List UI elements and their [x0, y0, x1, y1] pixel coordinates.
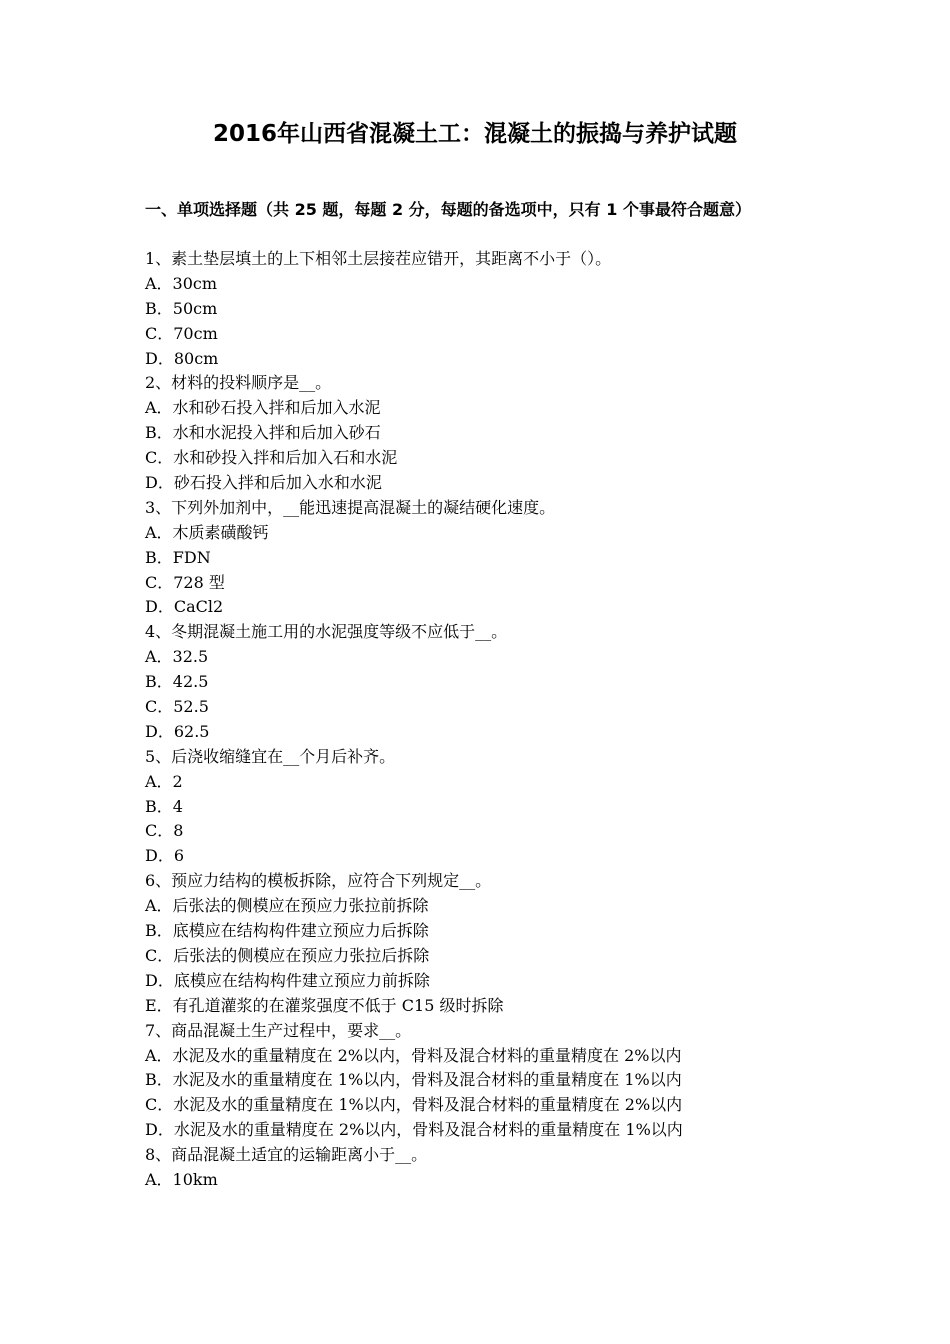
question-item: [145, 620, 825, 744]
question-item: [145, 745, 825, 869]
question-item: [145, 496, 825, 620]
answer-option: D．水泥及水的重量精度在 2%以内，骨料及混合材料的重量精度在 1%以内: [145, 1120, 683, 1140]
question-item: [145, 1143, 825, 1193]
question-list: [145, 247, 825, 1193]
answer-option: D．62.5: [145, 721, 210, 741]
answer-option: D．底模应在结构构件建立预应力前拆除: [145, 970, 430, 990]
answer-option: D．CaCl2: [145, 597, 224, 617]
answer-option: C．水泥及水的重量精度在 1%以内，骨料及混合材料的重量精度在 2%以内: [145, 1095, 683, 1115]
document-title: 2016年山西省混凝土工：混凝土的振捣与养护试题: [212, 121, 737, 147]
answer-option: B．水和水泥投入拌和后加入砂石: [145, 423, 381, 443]
answer-option: D．砂石投入拌和后加入水和水泥: [145, 473, 382, 493]
answer-option: A．30cm: [145, 273, 218, 293]
answer-option: A．水和砂石投入拌和后加入水泥: [145, 398, 381, 418]
question-stem: 4、冬期混凝土施工用的水泥强度等级不应低于__。: [145, 622, 508, 642]
answer-option: C．后张法的侧模应在预应力张拉后拆除: [145, 945, 430, 965]
question-item: [145, 869, 825, 1018]
answer-option: E．有孔道灌浆的在灌浆强度不低于 C15 级时拆除: [145, 995, 504, 1015]
answer-option: D．6: [145, 846, 185, 866]
answer-option: A．后张法的侧模应在预应力张拉前拆除: [145, 896, 429, 916]
question-item: [145, 371, 825, 495]
question-item: [145, 1019, 825, 1143]
answer-option: C．52.5: [145, 697, 209, 717]
answer-option: B．4: [145, 796, 183, 816]
answer-option: C．70cm: [145, 323, 218, 343]
question-stem: 1、素土垫层填土的上下相邻土层接茬应错开，其距离不小于（）。: [145, 249, 612, 268]
answer-option: B．水泥及水的重量精度在 1%以内，骨料及混合材料的重量精度在 1%以内: [145, 1070, 682, 1090]
question-stem: 7、商品混凝土生产过程中，要求__。: [145, 1020, 412, 1040]
answer-option: B．底模应在结构构件建立预应力后拆除: [145, 921, 429, 941]
answer-option: A．10km: [145, 1169, 218, 1189]
answer-option: A．水泥及水的重量精度在 2%以内，骨料及混合材料的重量精度在 2%以内: [145, 1045, 682, 1065]
answer-option: C．8: [145, 821, 184, 841]
answer-option: B．FDN: [145, 547, 211, 567]
question-stem: 8、商品混凝土适宜的运输距离小于__。: [145, 1145, 428, 1165]
answer-option: B．50cm: [145, 298, 218, 318]
answer-option: A．32.5: [145, 647, 209, 667]
question-stem: 5、后浇收缩缝宜在__个月后补齐。: [145, 746, 396, 766]
answer-option: C．728 型: [145, 572, 225, 592]
question-stem: 3、下列外加剂中，__能迅速提高混凝土的凝结硬化速度。: [145, 497, 556, 517]
section-heading: 一、单项选择题（共 25 题，每题 2 分，每题的备选项中，只有 1 个事最符合题意）: [145, 200, 751, 219]
answer-option: C．水和砂投入拌和后加入石和水泥: [145, 448, 398, 468]
answer-option: A．木质素磺酸钙: [145, 522, 269, 542]
answer-option: A．2: [145, 771, 183, 791]
question-stem: 2、材料的投料顺序是__。: [145, 373, 332, 393]
question-item: [145, 247, 825, 371]
question-stem: 6、预应力结构的模板拆除，应符合下列规定__。: [145, 871, 492, 891]
answer-option: D．80cm: [145, 348, 219, 368]
answer-option: B．42.5: [145, 672, 209, 692]
